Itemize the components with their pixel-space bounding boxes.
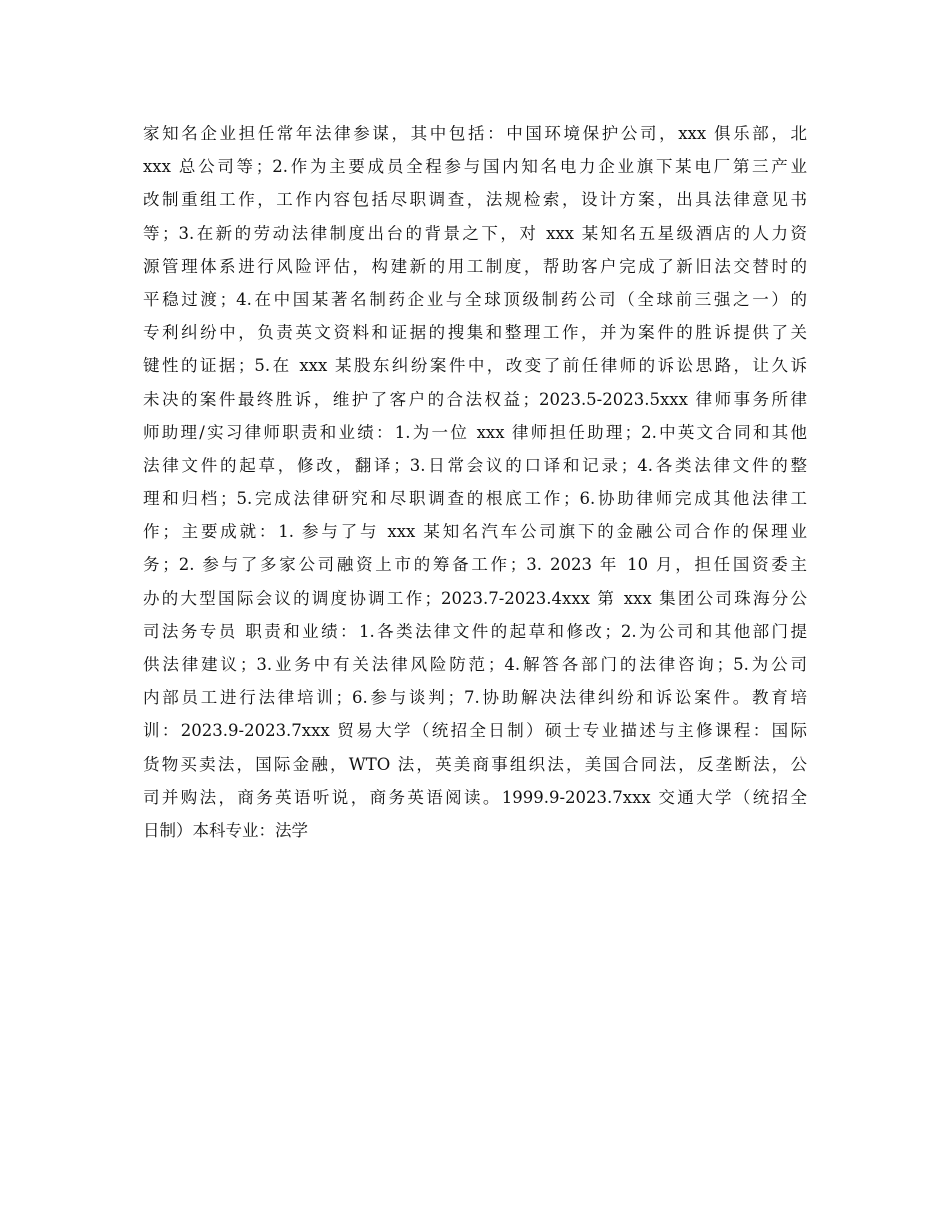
text-line: 内部员工进行法律培训；6.参与谈判；7.协助解决法律纠纷和诉讼案件。教育培 <box>143 688 807 708</box>
text-line: 家知名企业担任常年法律参谋，其中包括：中国环境保护公司，xxx 俱乐部，北 <box>143 124 807 143</box>
text-line: xxx 总公司等；2.作为主要成员全程参与国内知名电力企业旗下某电厂第三产业 <box>143 157 807 177</box>
text-line: 专利纠纷中，负责英文资料和证据的搜集和整理工作，并为案件的胜诉提供了关 <box>143 323 807 343</box>
text-line: 理和归档；5.完成法律研究和尽职调查的根底工作；6.协助律师完成其他法律工 <box>143 489 807 509</box>
text-line: 司法务专员 职责和业绩：1.各类法律文件的起草和修改；2.为公司和其他部门提 <box>143 621 807 641</box>
text-line: 办的大型国际会议的调度协调工作；2023.7-2023.4xxx 第 xxx 集团公司珠海分公 <box>143 588 807 608</box>
text-line: 训：2023.9-2023.7xxx 贸易大学（统招全日制）硕士专业描述与主修课程：国际 <box>143 721 807 741</box>
text-line: 师助理/实习律师职责和业绩：1.为一位 xxx 律师担任助理；2.中英文合同和其他 <box>143 422 807 442</box>
text-line: 未决的案件最终胜诉，维护了客户的合法权益；2023.5-2023.5xxx 律师事务所律 <box>143 389 807 409</box>
text-line: 键性的证据；5.在 xxx 某股东纠纷案件中，改变了前任律师的诉讼思路，让久诉 <box>143 356 807 376</box>
text-line: 等；3.在新的劳动法律制度出台的背景之下，对 xxx 某知名五星级酒店的人力资 <box>143 223 807 243</box>
text-line: 供法律建议；3.业务中有关法律风险防范；4.解答各部门的法律咨询；5.为公司 <box>143 655 807 674</box>
text-line: 源管理体系进行风险评估，构建新的用工制度，帮助客户完成了新旧法交替时的 <box>143 256 807 276</box>
text-line: 平稳过渡；4.在中国某著名制药企业与全球顶级制药公司（全球前三强之一）的 <box>143 289 807 309</box>
text-line: 货物买卖法，国际金融，WTO 法，英美商事组织法，美国合同法，反垄断法，公 <box>143 754 807 774</box>
text-line: 务；2. 参与了多家公司融资上市的筹备工作；3. 2023 年 10 月，担任国资委主 <box>143 555 807 575</box>
text-line: 日制）本科专业：法学 <box>143 820 308 840</box>
text-line: 作；主要成就：1. 参与了与 xxx 某知名汽车公司旗下的金融公司合作的保理业 <box>143 522 807 542</box>
text-line: 改制重组工作，工作内容包括尽职调查，法规检索，设计方案，出具法律意见书 <box>143 190 807 210</box>
body-text <box>143 117 807 847</box>
text-line: 司并购法，商务英语听说，商务英语阅读。1999.9-2023.7xxx 交通大学（统招全 <box>143 787 807 807</box>
text-line: 法律文件的起草，修改，翻译；3.日常会议的口译和记录；4.各类法律文件的整 <box>143 455 807 475</box>
